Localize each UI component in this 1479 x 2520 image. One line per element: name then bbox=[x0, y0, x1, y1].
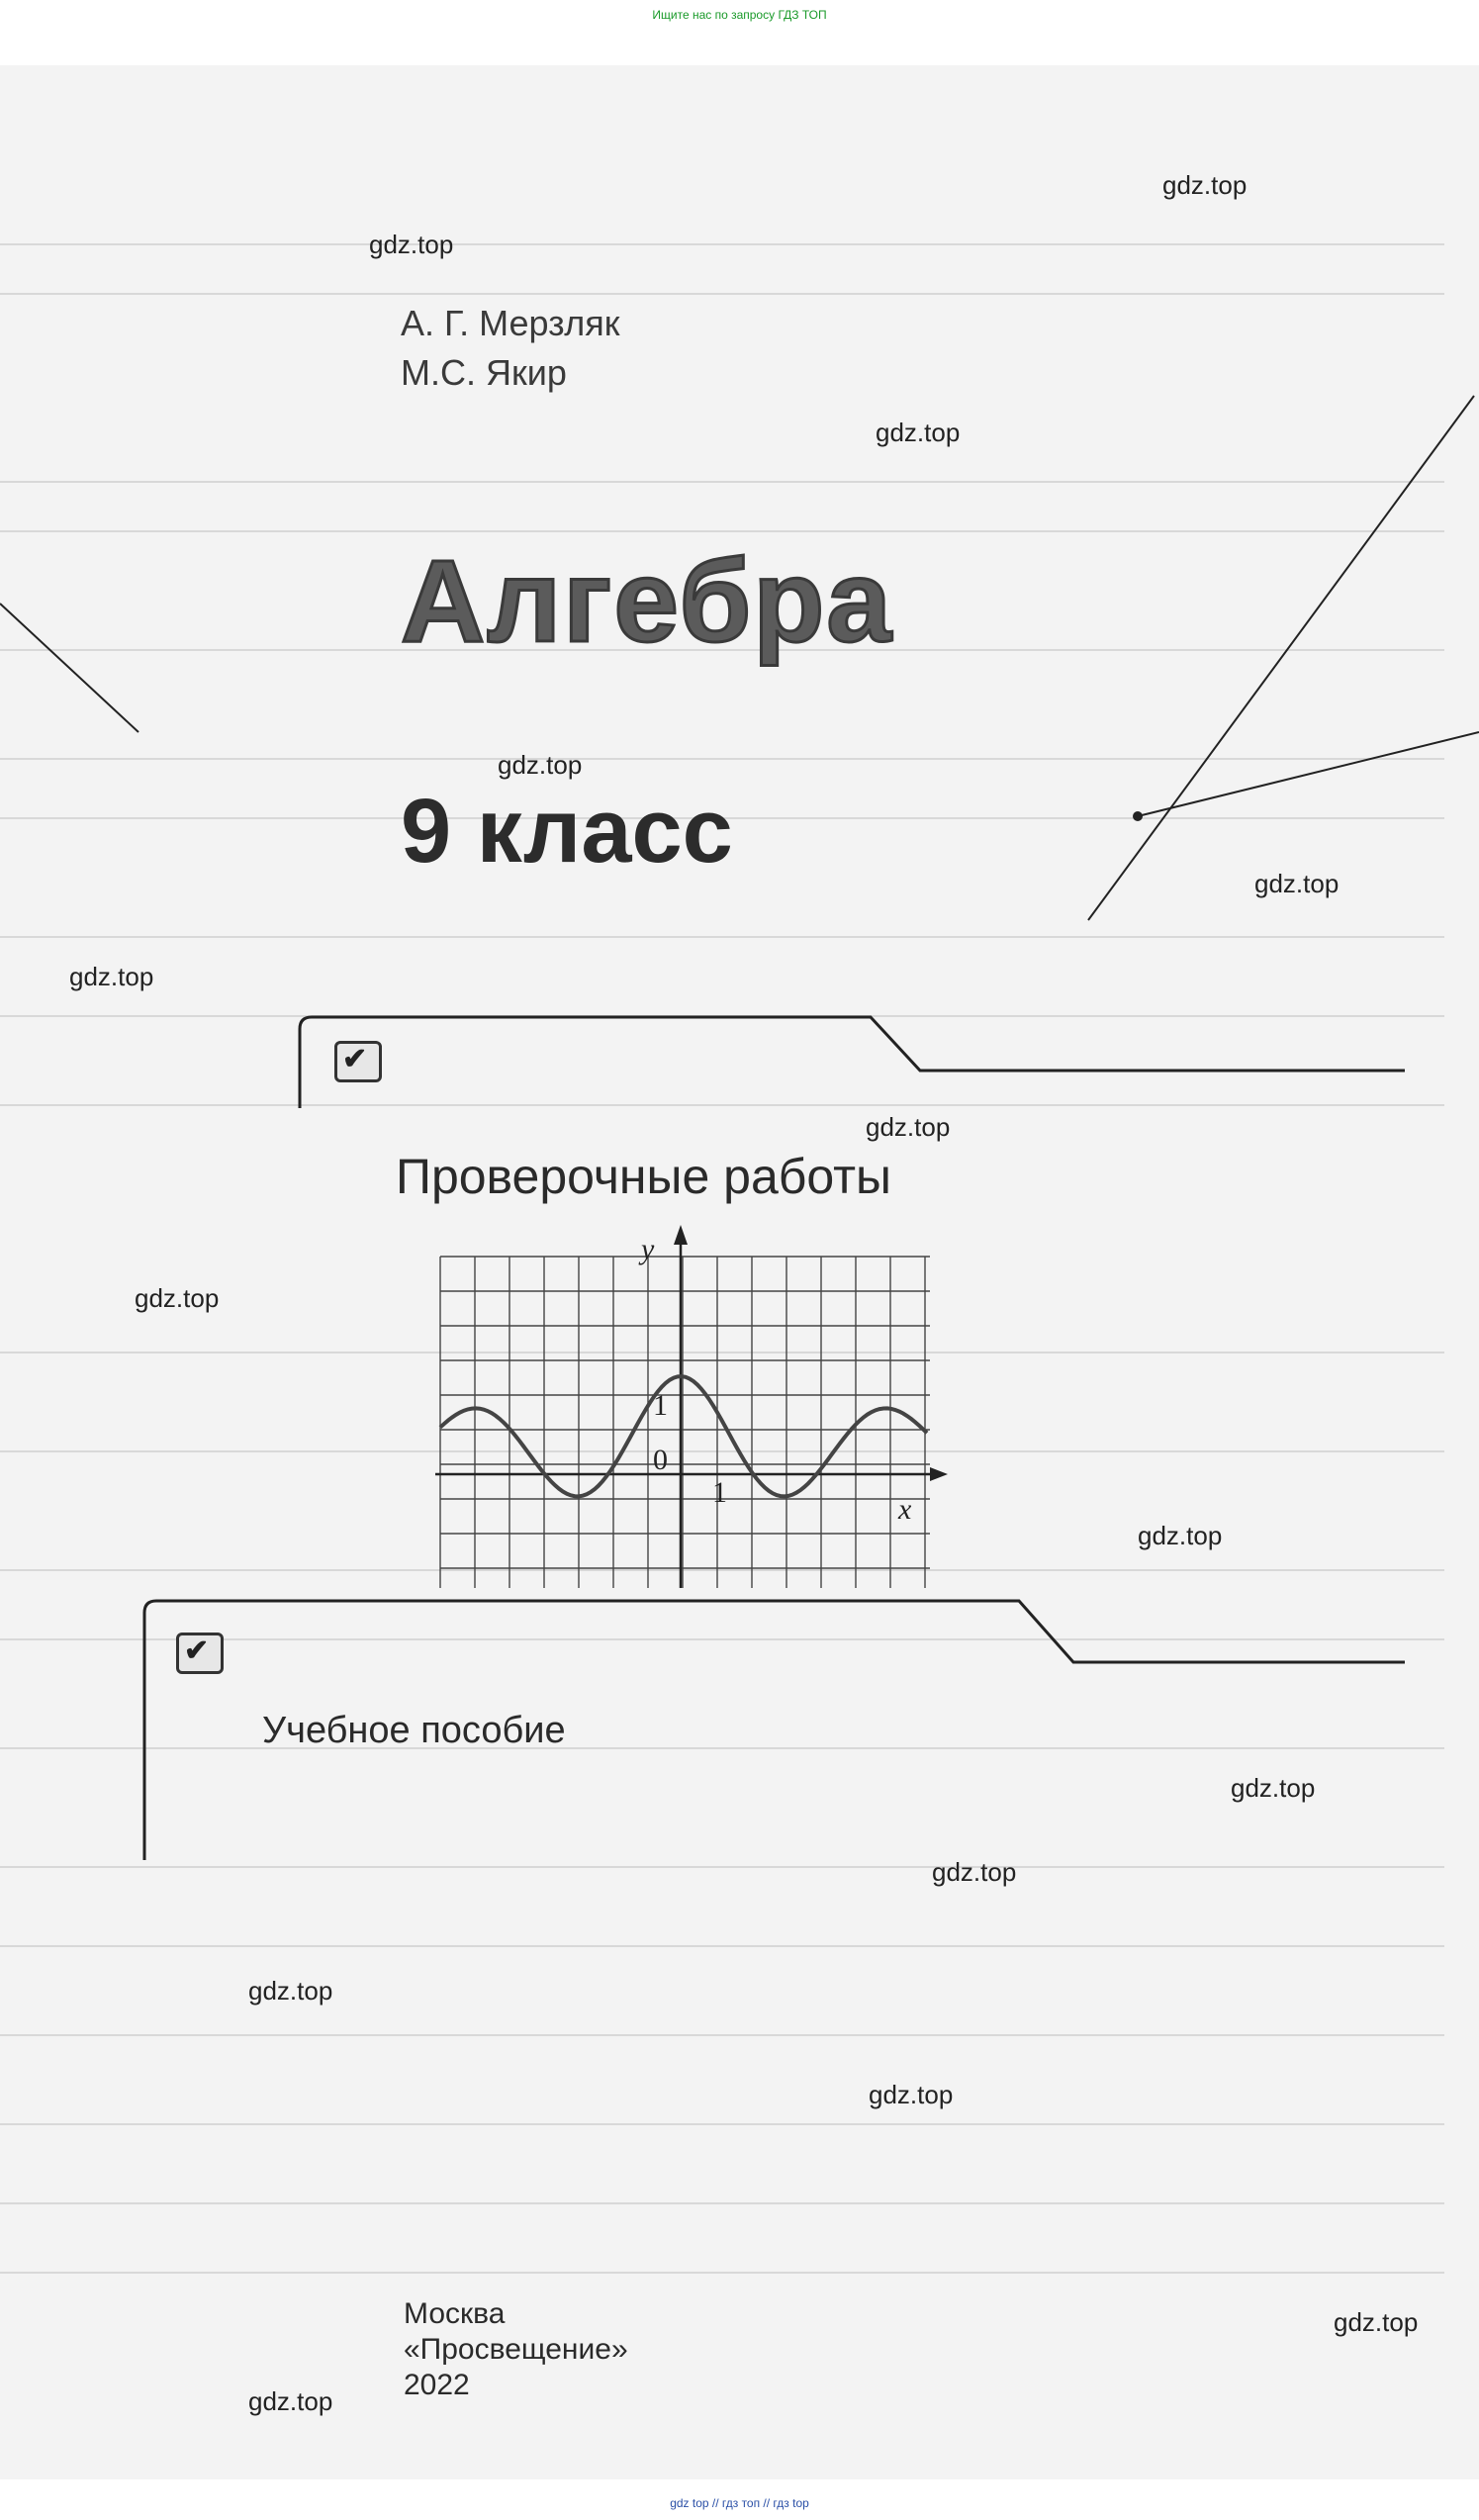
x-tick-one: 1 bbox=[712, 1476, 727, 1509]
watermark[interactable]: gdz.top bbox=[1254, 869, 1340, 898]
edition-type: Учебное пособие bbox=[262, 1710, 566, 1751]
imprint-year: 2022 bbox=[404, 2369, 470, 2401]
bottom-banner[interactable]: gdz top // гдз топ // гдз top bbox=[670, 2496, 809, 2510]
checkbox-icon: ✔ bbox=[176, 1633, 224, 1674]
watermark[interactable]: gdz.top bbox=[1162, 170, 1248, 200]
watermark[interactable]: gdz.top bbox=[1138, 1521, 1223, 1550]
x-axis-arrow-icon bbox=[930, 1467, 948, 1481]
top-banner[interactable]: Ищите нас по запросу ГДЗ ТОП bbox=[652, 8, 827, 22]
author-2: М.С. Якир bbox=[401, 352, 567, 393]
y-tick-one: 1 bbox=[653, 1389, 668, 1422]
watermark[interactable]: gdz.top bbox=[932, 1857, 1017, 1887]
imprint-city: Москва bbox=[404, 2297, 506, 2330]
subtitle: Проверочные работы bbox=[396, 1149, 891, 1204]
watermark[interactable]: gdz.top bbox=[876, 418, 961, 447]
watermark[interactable]: gdz.top bbox=[1231, 1773, 1316, 1803]
author-1: А. Г. Мерзляк bbox=[401, 303, 620, 343]
origin-zero: 0 bbox=[653, 1444, 668, 1476]
watermark[interactable]: gdz.top bbox=[69, 962, 154, 991]
watermark[interactable]: gdz.top bbox=[869, 2080, 954, 2109]
grade-label: 9 класс bbox=[401, 781, 733, 882]
watermark[interactable]: gdz.top bbox=[369, 230, 454, 259]
watermark[interactable]: gdz.top bbox=[498, 750, 583, 780]
book-title: Алгебра bbox=[401, 536, 893, 667]
y-axis-label: y bbox=[641, 1233, 655, 1265]
x-axis-label: x bbox=[898, 1493, 912, 1526]
y-axis-arrow-icon bbox=[674, 1225, 688, 1245]
watermark[interactable]: gdz.top bbox=[135, 1283, 220, 1313]
function-curve bbox=[440, 1376, 927, 1496]
watermark[interactable]: gdz.top bbox=[1334, 2307, 1419, 2337]
imprint-publisher: «Просвещение» bbox=[404, 2333, 628, 2366]
watermark[interactable]: gdz.top bbox=[248, 2386, 333, 2416]
checkbox-icon: ✔ bbox=[334, 1041, 382, 1082]
watermark[interactable]: gdz.top bbox=[248, 1976, 333, 2006]
watermark[interactable]: gdz.top bbox=[866, 1112, 951, 1142]
